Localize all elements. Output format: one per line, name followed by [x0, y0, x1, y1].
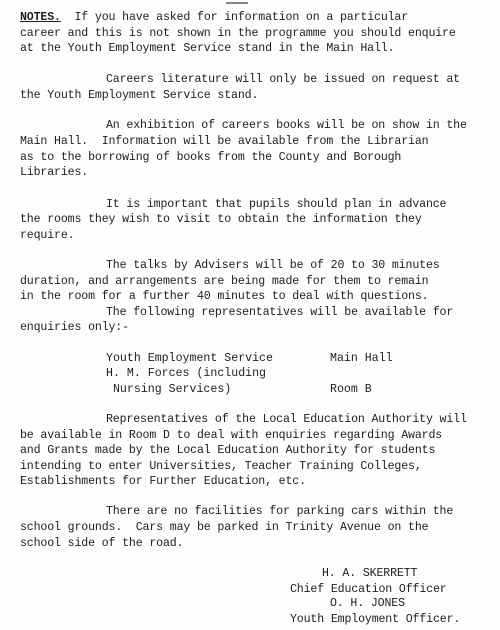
representative-name: Nursing Services) — [106, 383, 232, 396]
notes-text: If you have asked for information on a particular — [74, 11, 409, 24]
paragraph-line: duration, and arrangements are being made for them to remain — [20, 275, 429, 288]
paragraph-line: enquiries only:- — [20, 321, 129, 334]
paragraph-line: the rooms they wish to visit to obtain the information they — [20, 213, 422, 226]
scan-mark — [226, 2, 248, 4]
signatory-name: H. A. SKERRETT — [322, 567, 418, 580]
paragraph-line: It is important that pupils should plan in advance — [106, 198, 447, 211]
paragraph-line: Careers literature will only be issued on request at — [106, 73, 460, 86]
paragraph-line: and Grants made by the Local Education Authority for students — [20, 444, 436, 457]
signatory-title: Chief Education Officer — [290, 583, 447, 596]
paragraph-line: An exhibition of careers books will be on show in the — [106, 119, 467, 132]
paragraph-line: Establishments for Further Education, etc. — [20, 475, 306, 488]
paragraph-line: require. — [20, 229, 75, 242]
paragraph-line: in the room for a further 40 minutes to deal with questions. — [20, 290, 429, 303]
paragraph-line: be available in Room D to deal with enquiries regarding Awards — [20, 429, 443, 442]
notes-line-1 — [20, 11, 408, 25]
representative-location: Main Hall — [330, 352, 393, 365]
paragraph-line: The following representatives will be available for — [106, 306, 454, 319]
notes-line-2: career and this is not shown in the programme you should enquire — [20, 27, 456, 40]
paragraph-line: Representatives of the Local Education Authority will — [106, 413, 467, 426]
paragraph-line: There are no facilities for parking cars within the — [106, 505, 454, 518]
paragraph-line: school side of the road. — [20, 537, 184, 550]
representative-name: Youth Employment Service — [106, 352, 273, 365]
paragraph-line: Libraries. — [20, 166, 89, 179]
paragraph-line: as to the borrowing of books from the County and Borough — [20, 151, 402, 164]
paragraph-line: The talks by Advisers will be of 20 to 30 minutes — [106, 259, 440, 272]
notes-label: NOTES. — [20, 11, 61, 24]
paragraph-line: school grounds. Cars may be parked in Trinity Avenue on the — [20, 521, 429, 534]
representative-name: H. M. Forces (including — [106, 367, 267, 380]
paragraph-line: intending to enter Universities, Teacher Training Colleges, — [20, 460, 422, 473]
notes-line-3: at the Youth Employment Service stand in the Main Hall. — [20, 42, 395, 55]
paragraph-line: the Youth Employment Service stand. — [20, 89, 259, 102]
signatory-title: Youth Employment Officer. — [290, 613, 461, 626]
representative-location: Room B — [330, 383, 372, 396]
paragraph-line: Main Hall. Information will be available from the Librarian — [20, 135, 429, 148]
signatory-name: O. H. JONES — [330, 597, 405, 610]
